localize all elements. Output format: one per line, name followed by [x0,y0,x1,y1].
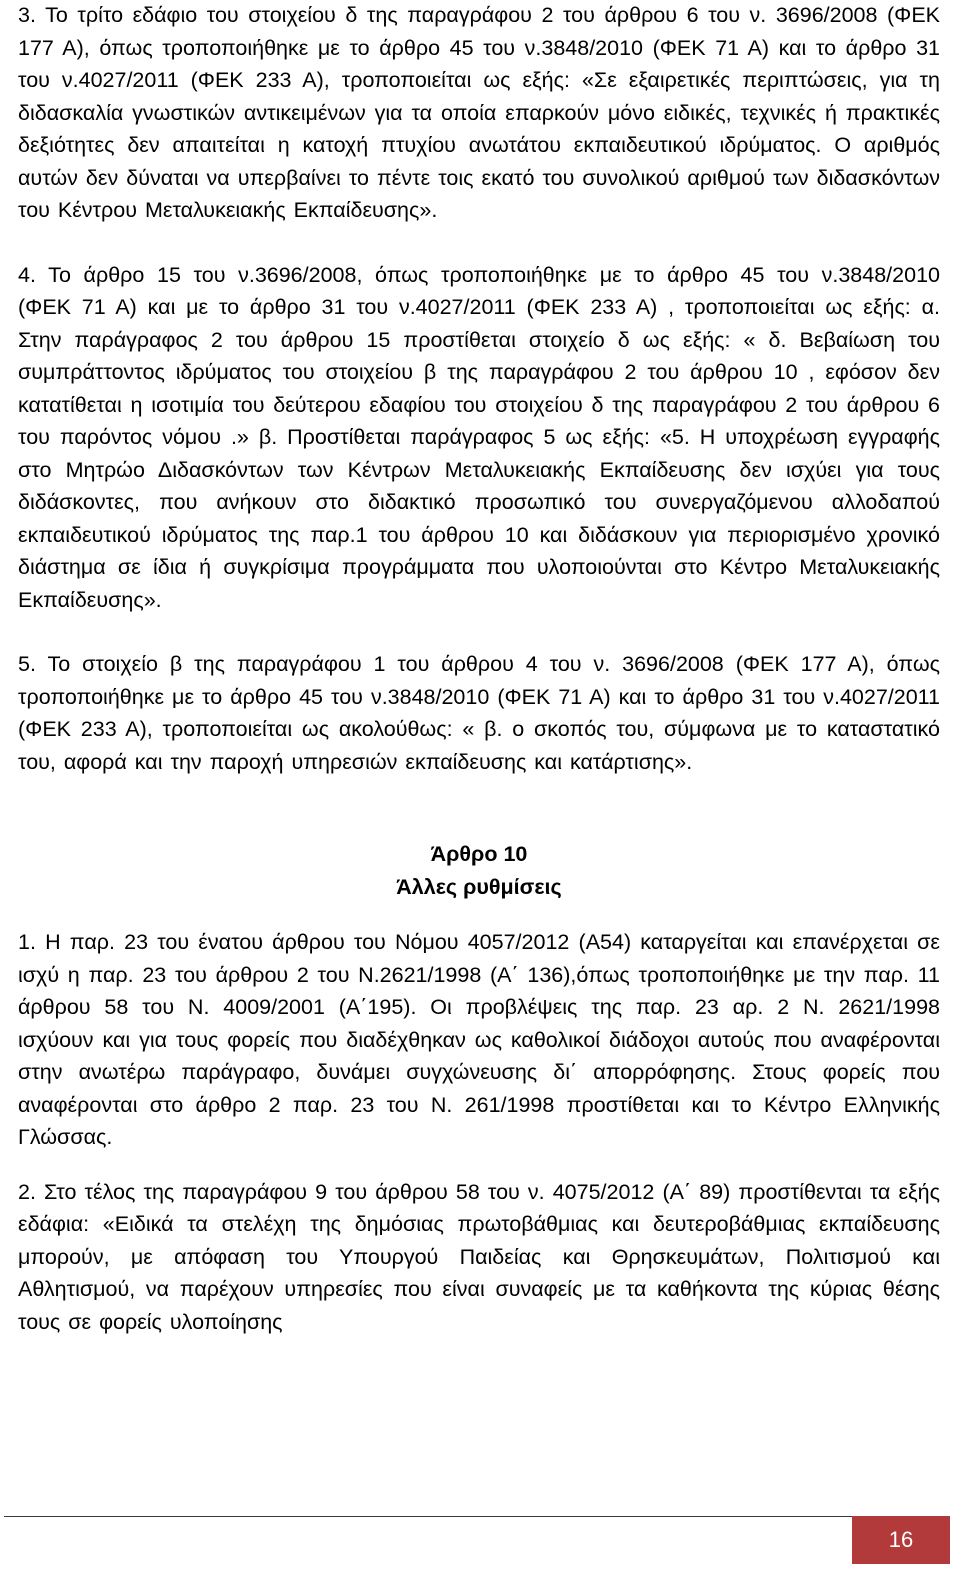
article-paragraph-2: 2. Στο τέλος της παραγράφου 9 του άρθρου 58 του ν. 4075/2012 (Α΄ 89) προστίθενται τα εξής εδάφια: «Ειδικά τα στελέχη της δημόσιας πρωτοβάθμιας και δευτεροβάθμιας εκπαίδευσης μπορούν, με απόφαση του Υπουργού Παιδείας και Θρησκευμάτων, Πολιτισμού και Αθλητισμού, να παρέχουν υπηρεσίες που είναι συναφείς με τα καθήκοντα της κύριας θέσης τους σε φορείς υλοποίησης [18,1179,940,1334]
page-number-badge: 16 [852,1516,950,1564]
article-title: Άλλες ρυθμίσεις [396,875,562,899]
article-paragraph-1: 1. Η παρ. 23 του ένατου άρθρου του Νόμου 4057/2012 (Α54) καταργείται και επανέρχεται σε ισχύ η παρ. 23 του άρθρου 2 του Ν.2621/1998 (Α΄ 136),όπως τροποποιήθηκε με την παρ. 11 άρθρου 58 του Ν. 4009/2001 (Α΄195). Οι προβλέψεις της παρ. 23 αρ. 2 Ν. 2621/1998 ισχύουν και για τους φορείς που διαδέχθηκαν ως καθολικοί διάδοχοι αυτούς που αναφέρονται στην ανωτέρω παράγραφο, δυνάμει συγχώνευσης δι΄ απορρόφησης. Στους φορείς που αναφέρονται στο άρθρο 2 παρ. 23 του Ν. 261/1998 προστίθεται και το Κέντρο Ελληνικής Γλώσσας. [18,930,940,1149]
paragraph-gap [18,227,940,259]
paragraph-gap [18,1154,940,1176]
footer-divider [4,1516,852,1517]
article-number: Άρθρο 10 [430,842,528,866]
paragraph-5: 5. Το στοιχείο β της παραγράφου 1 του άρθρου 4 του ν. 3696/2008 (ΦΕΚ 177 Α), όπως τροποποιήθηκε με το άρθρο 45 του ν.3848/2010 (ΦΕΚ 71 Α) και το άρθρο 31 του ν.4027/2011 (ΦΕΚ 233 Α), τροποποιείται ως ακολούθως: « β. ο σκοπός του, σύμφωνα με το καταστατικό του, αφορά και την παροχή υπηρεσιών εκπαίδευσης και κατάρτισης». [18,652,940,774]
section-gap [18,778,940,838]
paragraph-gap [18,616,940,648]
section-gap [18,904,940,926]
paragraph-4: 4. Το άρθρο 15 του ν.3696/2008, όπως τροποποιήθηκε με το άρθρο 45 του ν.3848/2010 (ΦΕΚ 71 Α) και με το άρθρο 31 του ν.4027/2011 (ΦΕΚ 233 Α) , τροποποιείται ως εξής: α. Στην παράγραφος 2 του άρθρου 15 προστίθεται στοιχείο δ ως εξής: « δ. Βεβαίωση του συμπράττοντος ιδρύματος του στοιχείου β της παραγράφου 2 του άρθρου 10 , εφόσον δεν κατατίθεται η ισοτιμία του δεύτερου εδαφίου του στοιχείου δ της παραγράφου 2 του άρθρου 6 του παρόντος νόμου .» β. Προστίθεται παράγραφος 5 ως εξής: «5. Η υποχρέωση εγγραφής στο Μητρώο Διδασκόντων των Κέντρων Μεταλυκειακής Εκπαίδευσης δεν ισχύει για τους διδάσκοντες, που ανήκουν στο διδακτικό προσωπικό του συνεργαζόμενου αλλοδαπού εκπαιδευτικού ιδρύματος της παρ.1 του άρθρου 10 και διδάσκουν για περιορισμένο χρονικό διάστημα σε ίδια ή συγκρίσιμα προγράμματα που υλοποιούνται στο Κέντρο Μεταλυκειακής Εκπαίδευσης». [18,262,940,612]
document-body [18,0,940,1338]
paragraph-3: 3. Το τρίτο εδάφιο του στοιχείου δ της παραγράφου 2 του άρθρου 6 του ν. 3696/2008 (ΦΕΚ 177 Α), όπως τροποποιήθηκε με το άρθρο 45 του ν.3848/2010 (ΦΕΚ 71 Α) και το άρθρο 31 του ν.4027/2011 (ΦΕΚ 233 Α), τροποποιείται ως εξής: «Σε εξαιρετικές περιπτώσεις, για τη διδασκαλία γνωστικών αντικειμένων για τα οποία επαρκούν μόνο ειδικές, τεχνικές ή πρακτικές δεξιότητες δεν απαιτείται η κατοχή πτυχίου ανωτάτου εκπαιδευτικού ιδρύματος. Ο αριθμός αυτών δεν δύναται να υπερβαίνει το πέντε τοις εκατό του συνολικού αριθμού των διδασκόντων του Κέντρου Μεταλυκειακής Εκπαίδευσης». [18,3,940,222]
